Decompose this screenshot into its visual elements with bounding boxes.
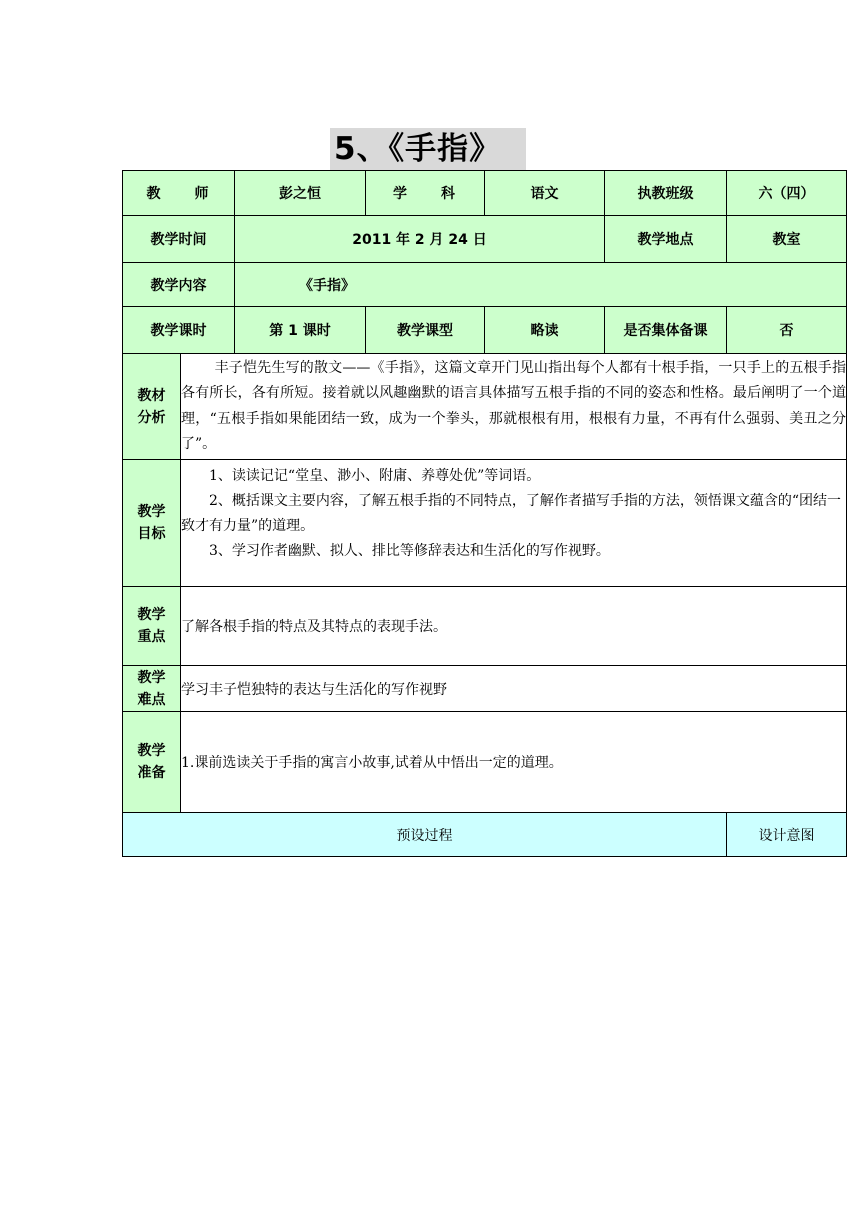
difficulty-row <box>123 666 847 712</box>
collective-value: 否 <box>727 307 847 354</box>
goal-item: 2、概括课文主要内容，了解五根手指的不同特点，了解作者描写手指的方法，领悟课文蕴含的“团结一致才有力量”的道理。 <box>181 493 842 534</box>
class-label: 执教班级 <box>605 171 727 216</box>
goals-list <box>181 460 847 587</box>
focus-label-line-1: 教学 <box>137 607 166 623</box>
analysis-text: 丰子恺先生写的散文——《手指》，这篇文章开门见山指出每个人都有十根手指，一只手上的五根手指各有所长，各有所短。接着就以风趣幽默的语言具体描写五根手指的不同的姿态和性格。最后阐明了一个道理，“五根手指如果能团结一致，成为一个拳头，那就根根有用，根根有力量，不再有什么强弱、美丑之分了”。 <box>181 354 847 460</box>
period-label: 教学课时 <box>123 307 235 354</box>
process-header: 预设过程 <box>123 813 727 857</box>
focus-label-line-2: 重点 <box>137 629 166 645</box>
time-row <box>123 216 847 263</box>
preparation-label <box>123 712 181 813</box>
goals-label-line-1: 教学 <box>137 504 166 520</box>
teacher-label: 教 师 <box>123 171 235 216</box>
time-value: 2011 年 2 月 24 日 <box>235 216 605 263</box>
analysis-label-line-1: 教材 <box>137 387 166 404</box>
difficulty-label <box>123 666 181 712</box>
subject-label: 学 科 <box>366 171 485 216</box>
preparation-text: 1.课前选读关于手指的寓言小故事,试着从中悟出一定的道理。 <box>181 712 847 813</box>
analysis-label-line-2: 分析 <box>137 409 166 426</box>
lesson-type-value: 略读 <box>485 307 605 354</box>
difficulty-label-line-1: 教学 <box>137 669 166 686</box>
content-label: 教学内容 <box>123 263 235 307</box>
intent-header: 设计意图 <box>727 813 847 857</box>
place-value: 教室 <box>727 216 847 263</box>
focus-text: 了解各根手指的特点及其特点的表现手法。 <box>181 587 847 666</box>
goals-row <box>123 460 847 587</box>
teacher-value: 彭之恒 <box>235 171 366 216</box>
teacher-row <box>123 171 847 216</box>
content-row <box>123 263 847 307</box>
focus-row <box>123 587 847 666</box>
difficulty-text: 学习丰子恺独特的表达与生活化的写作视野 <box>181 666 847 712</box>
time-label: 教学时间 <box>123 216 235 263</box>
period-value: 第 1 课时 <box>235 307 366 354</box>
subject-value: 语文 <box>485 171 605 216</box>
class-value: 六（四） <box>727 171 847 216</box>
lesson-type-label: 教学课型 <box>366 307 485 354</box>
content-value: 《手指》 <box>235 263 847 307</box>
goal-item: 1、读读记记“堂皇、渺小、附庸、养尊处优”等词语。 <box>209 468 541 484</box>
page-title: 5、《手指》 <box>330 128 526 170</box>
collective-label: 是否集体备课 <box>605 307 727 354</box>
goals-label-line-2: 目标 <box>137 526 166 542</box>
analysis-label <box>123 354 181 460</box>
goals-label <box>123 460 181 587</box>
focus-label <box>123 587 181 666</box>
period-row <box>123 307 847 354</box>
preparation-row <box>123 712 847 813</box>
difficulty-label-line-2: 难点 <box>137 691 166 708</box>
preparation-label-line-1: 教学 <box>137 743 166 759</box>
analysis-row <box>123 354 847 460</box>
lesson-plan-table <box>122 170 847 857</box>
preparation-label-line-2: 准备 <box>137 765 166 781</box>
process-header-row <box>123 813 847 857</box>
place-label: 教学地点 <box>605 216 727 263</box>
goal-item: 3、学习作者幽默、拟人、排比等修辞表达和生活化的写作视野。 <box>209 543 610 559</box>
